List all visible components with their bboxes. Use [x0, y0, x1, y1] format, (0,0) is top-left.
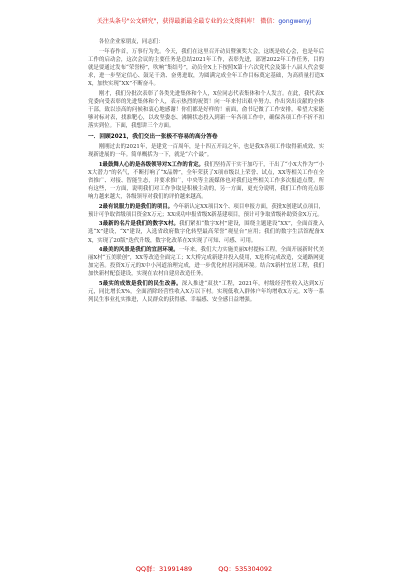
footer-contact — [0, 564, 408, 573]
section-heading: 一．回顾2021，我们交出一张极不容易的高分答卷 — [88, 133, 218, 140]
banner-promo-text: 关注头条号"公文研究"，获得最新最全最专业的公文资料库！ — [96, 18, 259, 25]
item-paragraph-3 — [88, 220, 324, 244]
banner-wechat-id: gongwenyj — [278, 18, 312, 25]
item-lead: 4最美的风景是我们的宜居环境。 — [98, 247, 179, 254]
footer-qq-group: QQ群：31991489 — [135, 565, 193, 573]
item-lead: 1最鼓舞人心的是各级领导对X工作的肯定。 — [98, 161, 204, 168]
item-text: 我们坚持苦干实干加巧干，干出了“小X大作为”“小X大潜力”的名气，不断打响了“X品牌”，全年荣获了X项市级以上荣誉、试点，XX等相关工作在全省推广、对接、智能生态，并要求推广，中央等主流媒体也对我们这些相关工作多次报道点赞。所有这些，一方面，说明我们对工作争取是积极主动的，另一方面，更充分说明，我们工作的亮点影响力越来越大，各级领导对我们的评价越来越高。 — [88, 161, 325, 201]
salutation: 各位企业家朋友，同志们： — [98, 39, 164, 45]
item-paragraph-2 — [88, 203, 324, 219]
item-text: 我们紧扣“数字X村”建设，围绕主题建设“XX”，全面首批入选“X”建设，“X”建设，入选省政府数字化转型最高荣誉“观星台”应用；我们的数字生活馆配备XX，实现了20版”迭代升级，数字化改革在X实现了可知、可感、可用。 — [88, 221, 324, 244]
item-text: 一年来，我们大力实施美丽X村提标工程，全面开展新时代美丽X村“五美联创”，XX等改造全面完工；X大桥完成新建并投入使用，X危桥完成改造，交通路网更加完善。投资X万元的X中小河道治理完成，进一步优化村居河流环境。结合X新村宜居工程，我们加快新村配套建设，实现在农村自建房改造任务。 — [88, 247, 324, 278]
item-lead: 2最有说服力的是我们的项目。 — [98, 203, 174, 210]
document-body — [88, 38, 324, 306]
item-lead: 3最新的名片是我们的数字X村。 — [98, 221, 180, 228]
banner-wechat-label: 微信： — [258, 18, 279, 25]
item-paragraph-1 — [88, 161, 324, 201]
item-text: 深入推进“双扶”工程，2021年，村级经营性收入达到X万元，同比增长X%，全面消除经营性收入X万以下村。实现低收入群体户年均增收X万元。X等一系列民生事业扎实推进，人民群众的获得感、幸福感、安全感日益增强。 — [88, 281, 324, 304]
section-intro: 刚刚过去的2021年，是建党一百周年，是十四五开局之年，也是我X各项工作取得新成效、实现新进展的一年。简单概括为一下，就是“六个最”。 — [88, 144, 324, 159]
top-banner — [0, 18, 408, 26]
item-paragraph-5 — [88, 280, 324, 304]
item-text: 今年新认定XX项目X个、项目申报方面，获批X创建试点项目，预计可争取省级项目资金X万元；XX成功申报省级X新基建项目，预计可争取省级补助资金X万元。 — [88, 203, 324, 218]
intro-paragraph-2: 刚才，我们分批次表彰了各类先进集体和个人，X位同志代表集体和个人发言。在此，我代表X党委向受表彰的先进集体和个人，表示热烈的祝贺！向一年来付出艰辛努力、作出突出贡献的全体干部，致以崇高的问候和衷心地感谢！你们都是好样的！前面，俞书记做了工作安排，希望大家能够对标对表，找准靶心，以攻坚姿态、沸腾状态投入到新一年各项工作中，确保各项工作不折不扣落实到位。下面，我想讲三个方面。 — [88, 91, 324, 130]
footer-qq: QQ：535304092 — [218, 565, 273, 573]
item-paragraph-4 — [88, 246, 324, 278]
intro-paragraph-1: 一年春作首，万事行为先。今天，我们在这里召开动员暨颁奖大会，这既是收心会，也是年后工作的启动会，这次会议的主要任务是总结2021年工作，表彰先进，部署2022年工作任务，目的就是要通过发布“荣誉榜”，吹响“集结号”，动员全X上下按照X第十六次党代会及第十八届人代会要求，进一步坚定信心、鼓足干劲、奋勇进取，为圆满完成全年工作目标奠定基础，为高质量打造XX，加快实现“XX”不断奋斗。 — [88, 49, 324, 88]
item-lead: 5最实的成效是我们的民生改善。 — [98, 281, 182, 288]
